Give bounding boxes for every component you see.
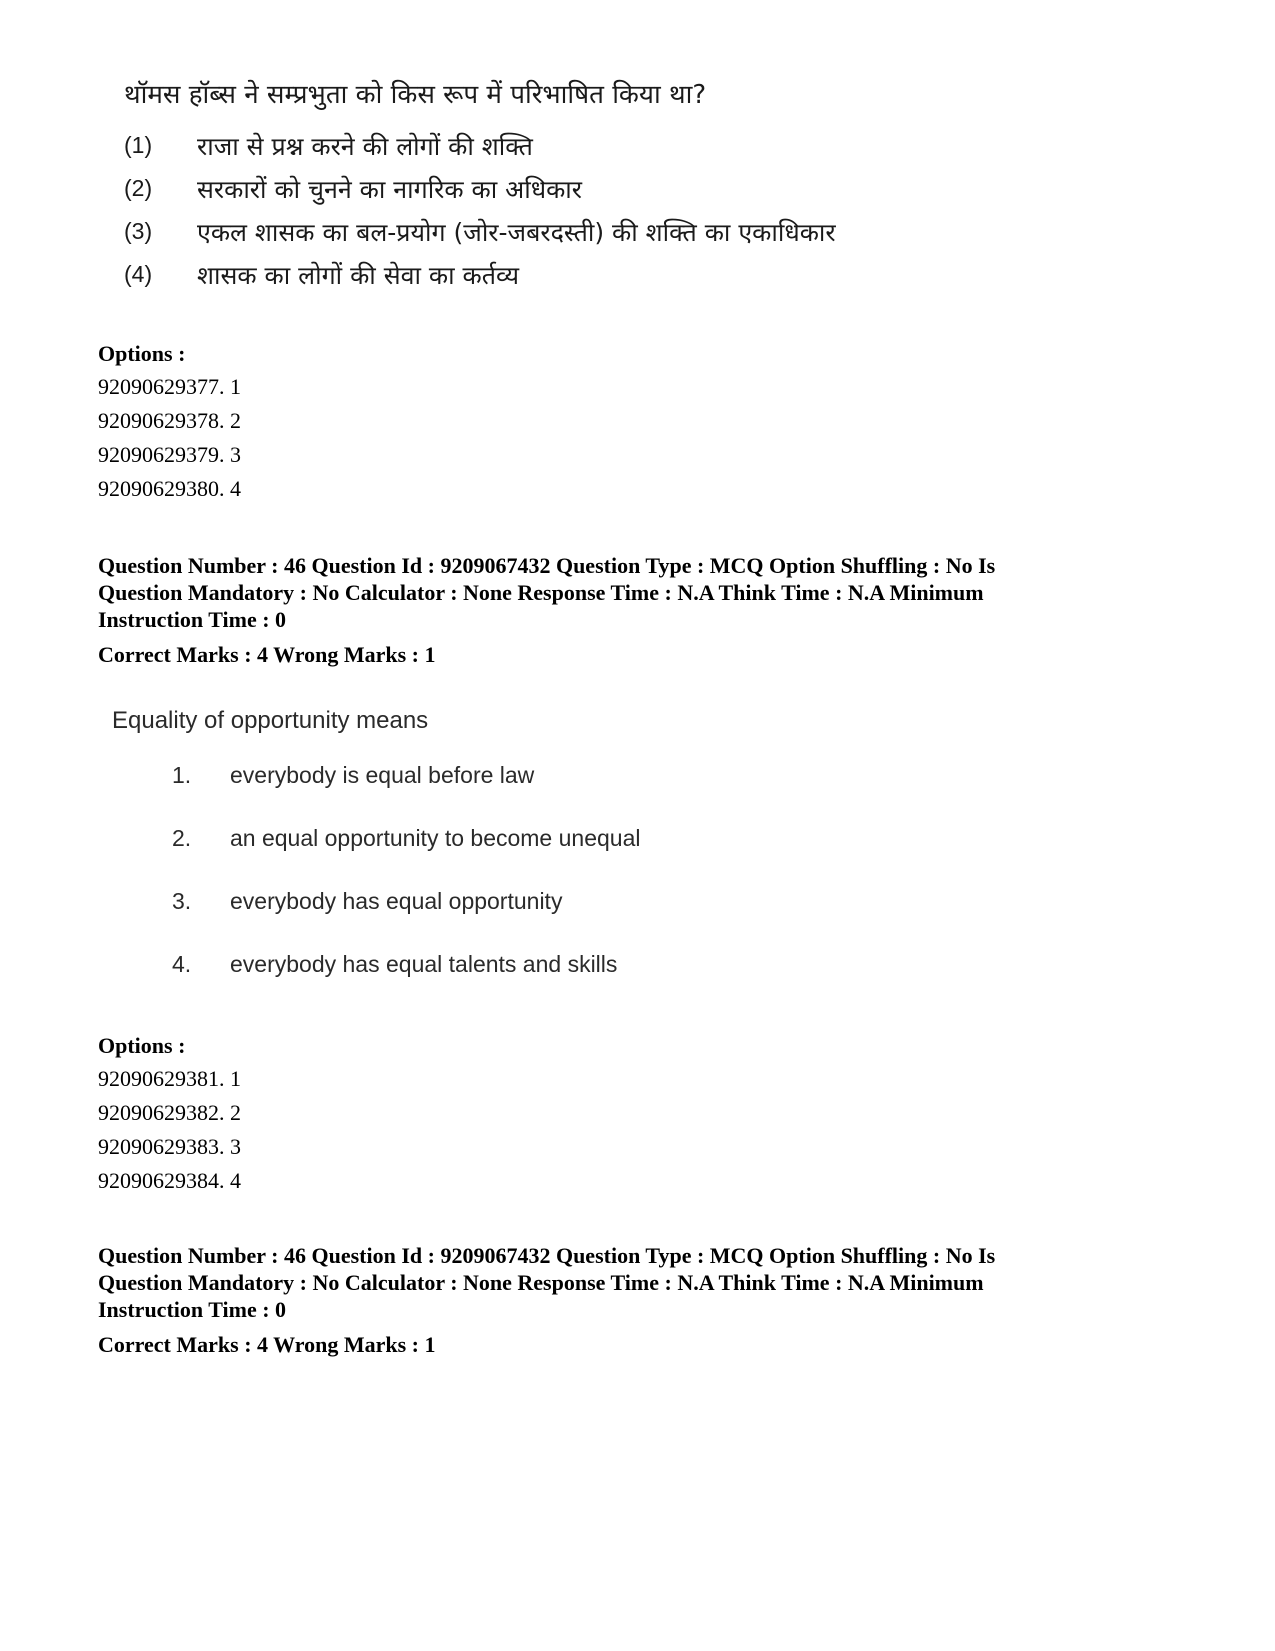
option-text: एकल शासक का बल-प्रयोग (जोर-जबरदस्ती) की शक्ति का एकाधिकार <box>197 217 836 247</box>
english-option-3 <box>112 888 1012 951</box>
hindi-option-4 <box>124 253 1124 296</box>
option-id-line: 92090629379. 3 <box>98 442 241 467</box>
option-number: 3. <box>172 888 192 914</box>
option-text: राजा से प्रश्न करने की लोगों की शक्ति <box>197 131 533 161</box>
meta-line: Instruction Time : 0 <box>98 1297 287 1322</box>
option-text: everybody has equal opportunity <box>230 888 563 914</box>
option-id-line: 92090629381. 1 <box>98 1066 241 1091</box>
option-text: everybody is equal before law <box>230 762 535 788</box>
option-id-line: 92090629377. 1 <box>98 374 241 399</box>
hindi-question-image <box>124 76 1124 296</box>
question-meta-1 <box>98 552 1188 669</box>
english-question-image <box>112 704 1012 1014</box>
option-number: (1) <box>124 132 153 158</box>
option-id-line: 92090629380. 4 <box>98 476 241 501</box>
option-id-line: 92090629378. 2 <box>98 408 241 433</box>
option-number: (4) <box>124 261 153 287</box>
meta-line: Question Mandatory : No Calculator : None Response Time : N.A Think Time : N.A Minimum <box>98 580 984 605</box>
hindi-option-2 <box>124 167 1124 210</box>
hindi-question-stem: थॉमस हॉब्स ने सम्प्रभुता को किस रूप में परिभाषित किया था? <box>124 80 707 110</box>
english-question-stem: Equality of opportunity means <box>112 707 429 734</box>
meta-line: Question Number : 46 Question Id : 9209067432 Question Type : MCQ Option Shuffling : No Is <box>98 553 996 578</box>
option-id-line: 92090629383. 3 <box>98 1134 241 1159</box>
meta-line: Instruction Time : 0 <box>98 607 287 632</box>
option-number: 1. <box>172 762 192 788</box>
marks-line: Correct Marks : 4 Wrong Marks : 1 <box>98 642 436 667</box>
option-number: (2) <box>124 175 153 201</box>
option-number: (3) <box>124 218 153 244</box>
option-id-line: 92090629382. 2 <box>98 1100 241 1125</box>
option-text: an equal opportunity to become unequal <box>230 825 641 851</box>
meta-line: Question Number : 46 Question Id : 9209067432 Question Type : MCQ Option Shuffling : No Is <box>98 1243 996 1268</box>
question-meta-2 <box>98 1242 1188 1359</box>
options-list-2 <box>98 1030 1188 1198</box>
hindi-option-3 <box>124 210 1124 253</box>
english-option-4 <box>112 951 1012 1014</box>
options-label: Options : <box>98 1033 186 1058</box>
marks-line: Correct Marks : 4 Wrong Marks : 1 <box>98 1332 436 1357</box>
option-text: सरकारों को चुनने का नागरिक का अधिकार <box>197 174 583 204</box>
english-option-2 <box>112 825 1012 888</box>
options-label: Options : <box>98 341 186 366</box>
english-option-1 <box>112 762 1012 825</box>
option-id-line: 92090629384. 4 <box>98 1168 241 1193</box>
meta-line: Question Mandatory : No Calculator : None Response Time : N.A Think Time : N.A Minimum <box>98 1270 984 1295</box>
option-number: 2. <box>172 825 192 851</box>
option-text: everybody has equal talents and skills <box>230 951 618 977</box>
option-text: शासक का लोगों की सेवा का कर्तव्य <box>197 260 520 290</box>
option-number: 4. <box>172 951 192 977</box>
options-list-1 <box>98 338 1188 506</box>
hindi-option-1 <box>124 124 1124 167</box>
